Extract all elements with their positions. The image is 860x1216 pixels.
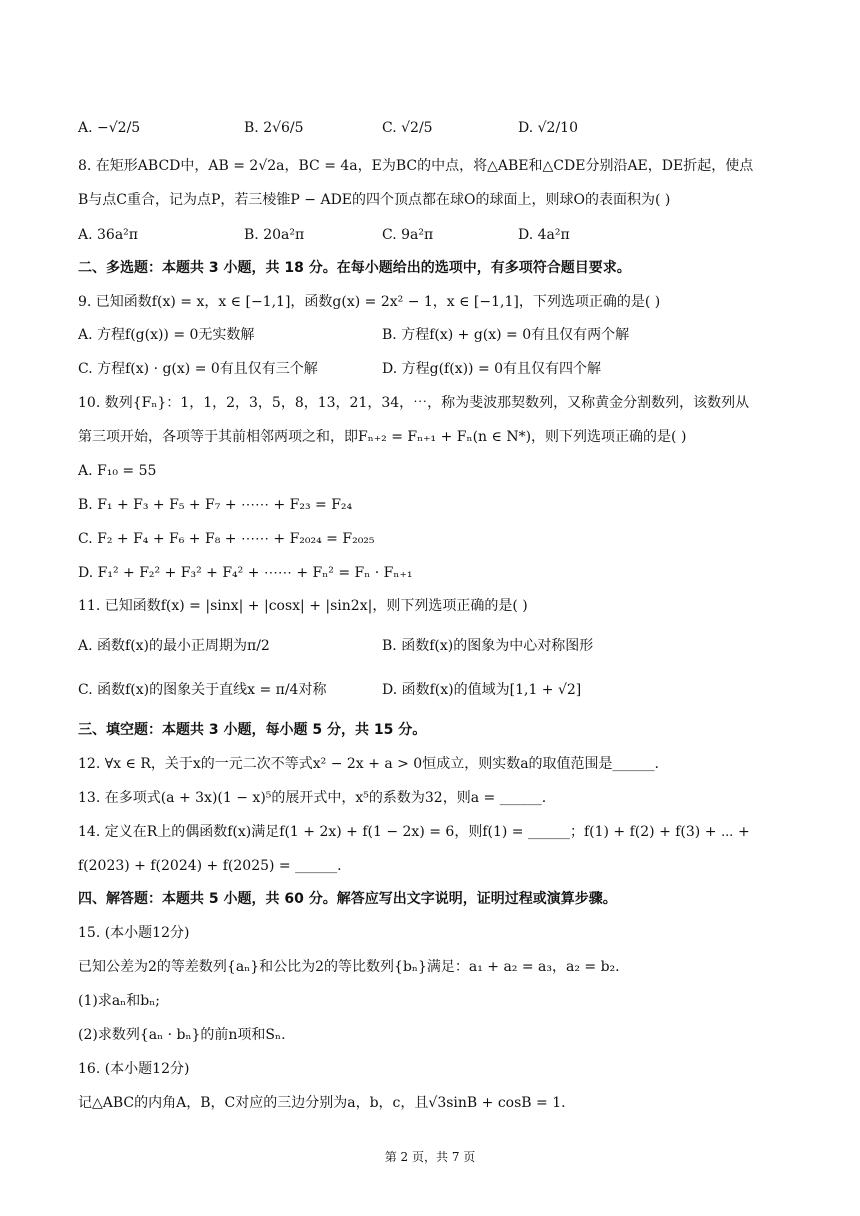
q7-option-c: C. √2/5 bbox=[382, 120, 433, 136]
q8-stem-line2: B与点C重合，记为点P，若三棱锥P − ADE的四个顶点都在球O的球面上，则球O的表面积为( ) bbox=[78, 192, 671, 208]
q10-stem-line2: 第三项开始，各项等于其前相邻两项之和，即Fₙ₊₂ = Fₙ₊₁ + Fₙ(n ∈ N*)，则下列选项正确的是( ) bbox=[78, 429, 687, 445]
q16-title: 16. (本小题12分) bbox=[78, 1061, 190, 1077]
q9-option-b: B. 方程f(x) + g(x) = 0有且仅有两个解 bbox=[382, 327, 630, 343]
q7-option-d: D. √2/10 bbox=[518, 120, 578, 136]
q14-stem-line2: f(2023) + f(2024) + f(2025) = ______. bbox=[78, 858, 342, 874]
q8-option-b: B. 20a²π bbox=[244, 227, 305, 243]
q11-option-d: D. 函数f(x)的值域为[1,1 + √2] bbox=[382, 682, 582, 698]
q15-part2: (2)求数列{aₙ · bₙ}的前n项和Sₙ. bbox=[78, 1027, 286, 1043]
q11-option-c: C. 函数f(x)的图象关于直线x = π/4对称 bbox=[78, 682, 327, 698]
q7-option-a: A. −√2/5 bbox=[78, 120, 141, 136]
q15-part1: (1)求aₙ和bₙ; bbox=[78, 993, 160, 1009]
section-heading-solution: 四、解答题：本题共 5 小题，共 60 分。解答应写出文字说明，证明过程或演算步骤。 bbox=[78, 891, 617, 907]
q9-option-d: D. 方程g(f(x)) = 0有且仅有四个解 bbox=[382, 361, 602, 377]
q15-stem: 已知公差为2的等差数列{aₙ}和公比为2的等比数列{bₙ}满足：a₁ + a₂ = a₃，a₂ = b₂. bbox=[78, 959, 620, 975]
q10-option-b: B. F₁ + F₃ + F₅ + F₇ + ⋯⋯ + F₂₃ = F₂₄ bbox=[78, 497, 353, 513]
q14-stem-line1: 14. 定义在R上的偶函数f(x)满足f(1 + 2x) + f(1 − 2x) = 6，则f(1) = ______；f(1) + f(2) + f(3) + ⋯ + bbox=[78, 824, 750, 840]
q9-option-a: A. 方程f(g(x)) = 0无实数解 bbox=[78, 327, 255, 343]
q8-stem-line1: 8. 在矩形ABCD中，AB = 2√2a，BC = 4a，E为BC的中点，将△ABE和△CDE分别沿AE，DE折起，使点 bbox=[78, 158, 754, 174]
q10-option-d: D. F₁² + F₂² + F₃² + F₄² + ⋯⋯ + Fₙ² = Fₙ · Fₙ₊₁ bbox=[78, 565, 413, 581]
q8-option-a: A. 36a²π bbox=[78, 227, 138, 243]
q12-stem: 12. ∀x ∈ R，关于x的一元二次不等式x² − 2x + a > 0恒成立，则实数a的取值范围是______. bbox=[78, 756, 660, 772]
section-heading-fill-in: 三、填空题：本题共 3 小题，每小题 5 分，共 15 分。 bbox=[78, 722, 427, 738]
page-footer: 第 2 页，共 7 页 bbox=[384, 1150, 476, 1164]
q11-option-a: A. 函数f(x)的最小正周期为π/2 bbox=[78, 638, 270, 654]
q10-option-c: C. F₂ + F₄ + F₆ + F₈ + ⋯⋯ + F₂₀₂₄ = F₂₀₂₅ bbox=[78, 531, 375, 547]
q8-option-c: C. 9a²π bbox=[382, 227, 434, 243]
q13-stem: 13. 在多项式(a + 3x)(1 − x)⁵的展开式中，x⁵的系数为32，则a = ______. bbox=[78, 790, 547, 806]
q10-stem-line1: 10. 数列{Fₙ}：1，1，2，3，5，8，13，21，34，⋯，称为斐波那契数列，又称黄金分割数列，该数列从 bbox=[78, 395, 750, 411]
q16-stem: 记△ABC的内角A，B，C对应的三边分别为a，b，c，且√3sinB + cosB = 1. bbox=[78, 1095, 566, 1111]
q15-title: 15. (本小题12分) bbox=[78, 925, 190, 941]
q9-option-c: C. 方程f(x) · g(x) = 0有且仅有三个解 bbox=[78, 361, 318, 377]
q7-option-b: B. 2√6/5 bbox=[244, 120, 304, 136]
q11-stem: 11. 已知函数f(x) = |sinx| + |cosx| + |sin2x|，则下列选项正确的是( ) bbox=[78, 598, 528, 614]
q8-option-d: D. 4a²π bbox=[518, 227, 570, 243]
section-heading-multiple-choice: 二、多选题：本题共 3 小题，共 18 分。在每小题给出的选项中，有多项符合题目要求。 bbox=[78, 260, 631, 276]
q9-stem: 9. 已知函数f(x) = x，x ∈ [−1,1]，函数g(x) = 2x² − 1，x ∈ [−1,1]，下列选项正确的是( ) bbox=[78, 294, 661, 310]
q11-option-b: B. 函数f(x)的图象为中心对称图形 bbox=[382, 638, 594, 654]
q10-option-a: A. F₁₀ = 55 bbox=[78, 463, 157, 479]
